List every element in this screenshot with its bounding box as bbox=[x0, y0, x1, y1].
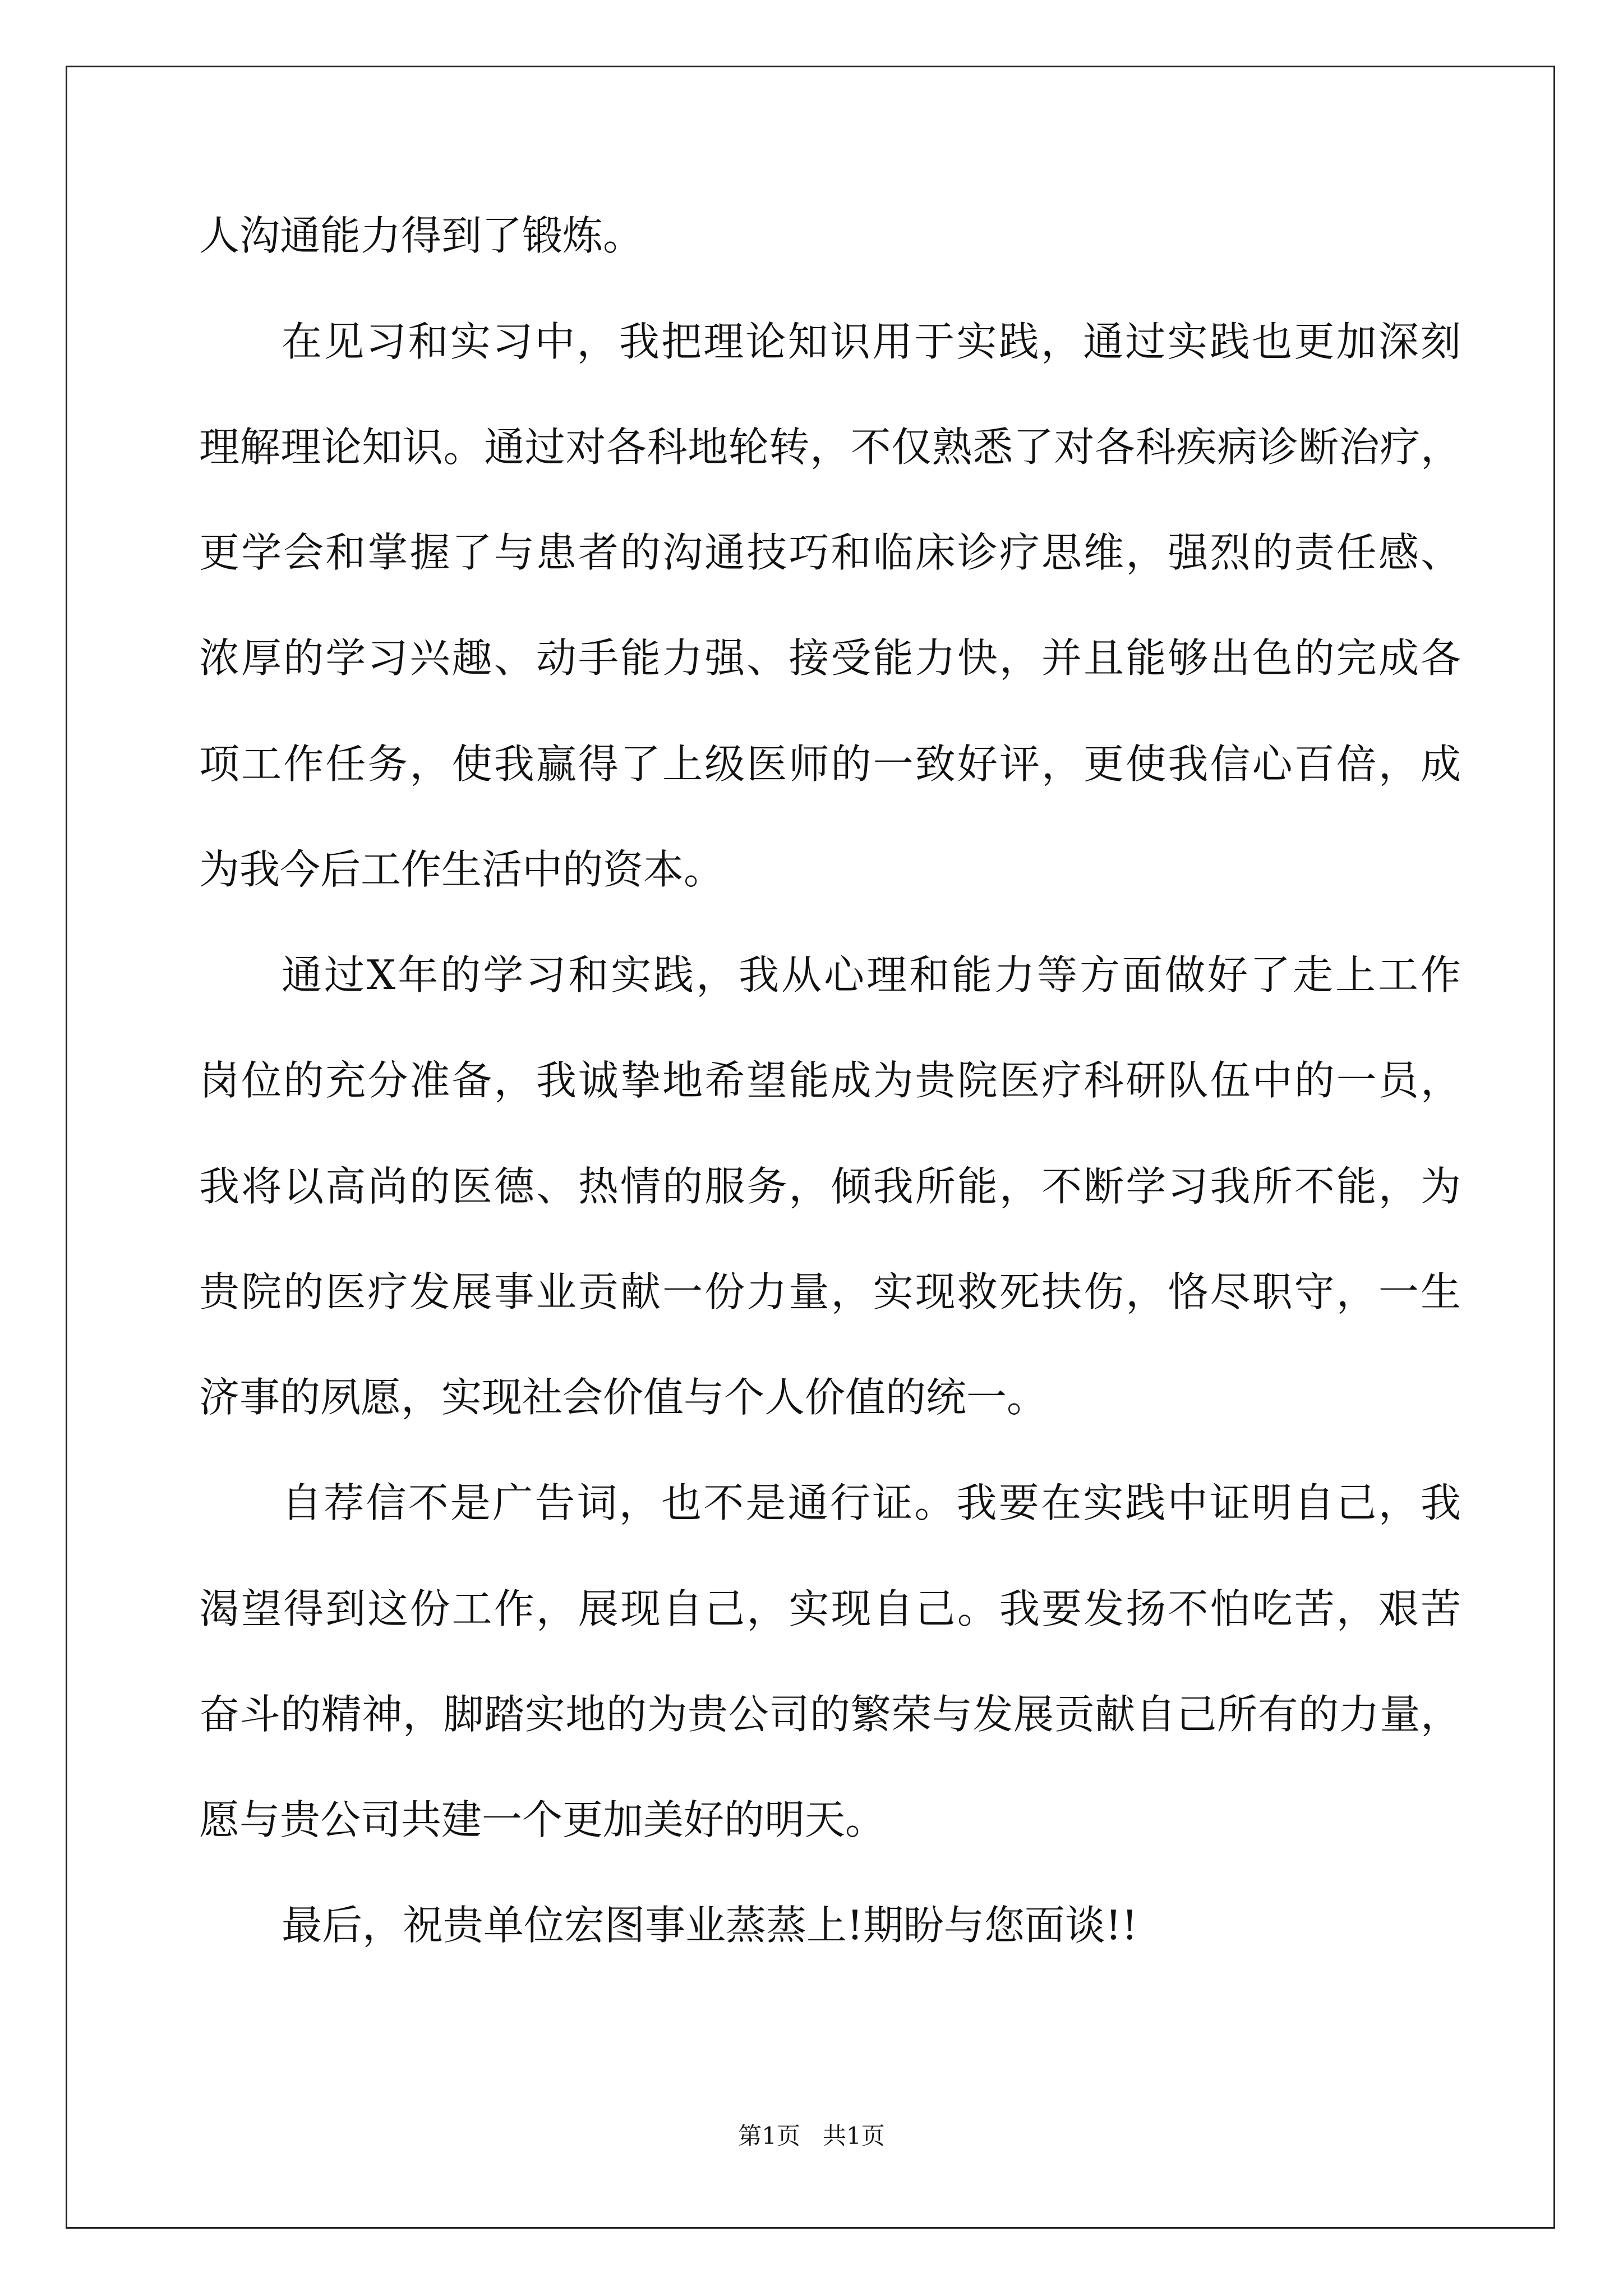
paragraph-start-line: 自荐信不是广告词，也不是通行证。我要在实践中证明自己，我 bbox=[282, 1479, 1461, 1526]
text-line: 更学会和掌握了与患者的沟通技巧和临床诊疗思维，强烈的责任感、 bbox=[199, 529, 1461, 576]
paragraph-start-line: 在见习和实习中，我把理论知识用于实践，通过实践也更加深刻 bbox=[282, 318, 1461, 365]
text-line: 奋斗的精神，脚踏实地的为贵公司的繁荣与发展贡献自己所有的力量， bbox=[199, 1691, 1461, 1738]
text-line: 人沟通能力得到了锻炼。 bbox=[199, 212, 644, 259]
text-line: 渴望得到这份工作，展现自己，实现自己。我要发扬不怕吃苦，艰苦 bbox=[199, 1585, 1461, 1632]
text-line: 岗位的充分准备，我诚挚地希望能成为贵院医疗科研队伍中的一员， bbox=[199, 1057, 1461, 1104]
text-line: 浓厚的学习兴趣、动手能力强、接受能力快，并且能够出色的完成各 bbox=[199, 634, 1461, 682]
text-line: 贵院的医疗发展事业贡献一份力量，实现救死扶伤，恪尽职守，一生 bbox=[199, 1268, 1461, 1315]
paragraph-start-line: 最后，祝贵单位宏图事业蒸蒸上!期盼与您面谈!! bbox=[282, 1902, 1138, 1949]
text-line: 我将以高尚的医德、热情的服务，倾我所能，不断学习我所不能，为 bbox=[199, 1163, 1461, 1210]
page-footer: 第1页 共1页 bbox=[738, 2122, 885, 2150]
text-line: 愿与贵公司共建一个更加美好的明天。 bbox=[199, 1796, 886, 1843]
text-line: 项工作任务，使我赢得了上级医师的一致好评，更使我信心百倍，成 bbox=[199, 740, 1461, 788]
paragraph-start-line: 通过X年的学习和实践，我从心理和能力等方面做好了走上工作 bbox=[282, 951, 1461, 999]
text-line: 济事的夙愿，实现社会价值与个人价值的统一。 bbox=[199, 1374, 1048, 1421]
text-line: 为我今后工作生活中的资本。 bbox=[199, 846, 725, 893]
text-line: 理解理论知识。通过对各科地轮转，不仅熟悉了对各科疾病诊断治疗， bbox=[199, 424, 1461, 471]
